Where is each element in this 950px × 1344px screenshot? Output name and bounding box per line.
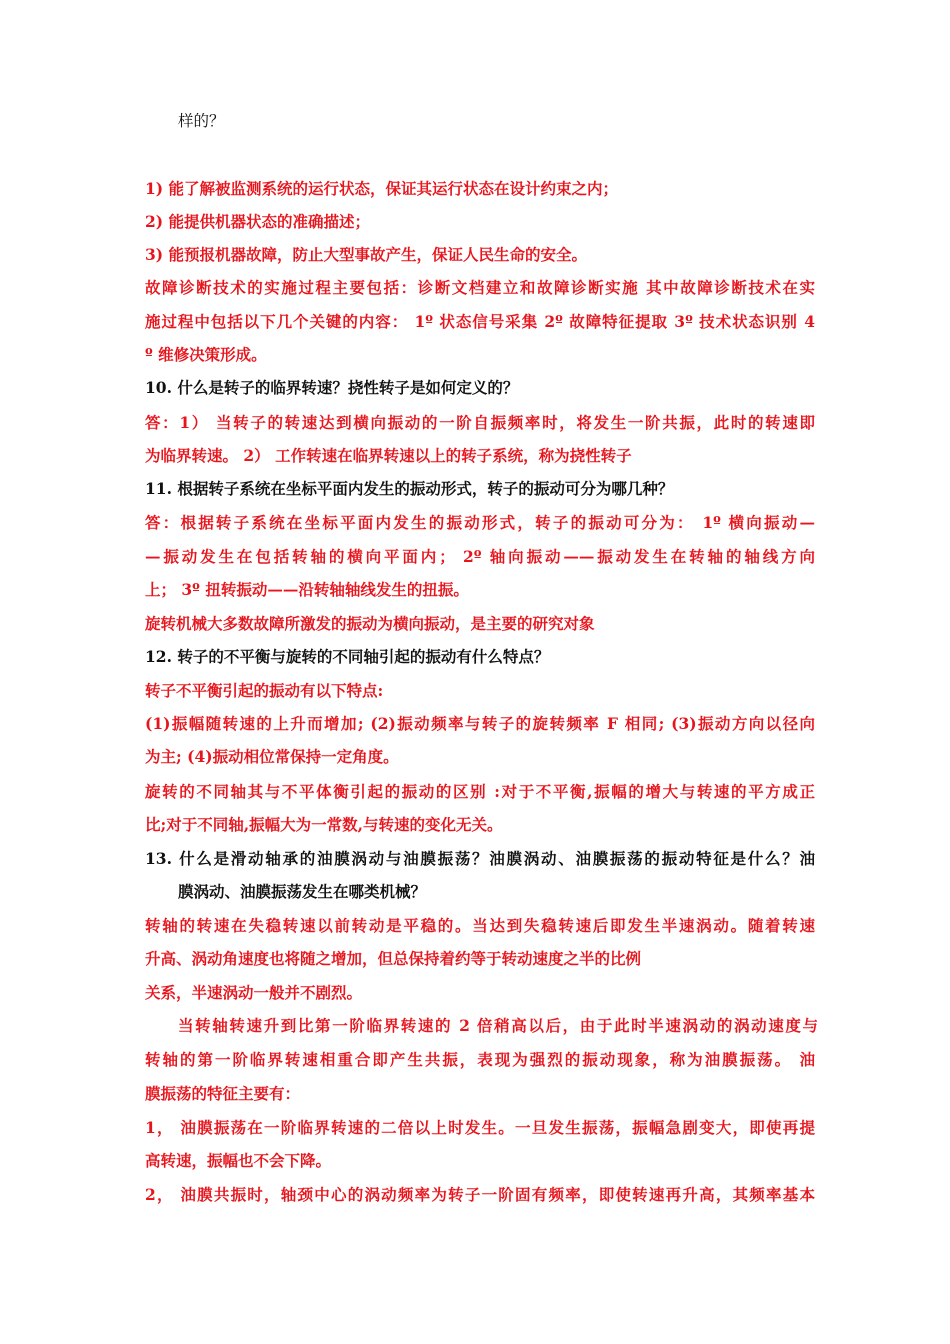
answer-11-line-4: 旋转机械大多数故障所激发的振动为横向振动，是主要的研究对象 <box>145 614 595 633</box>
answer-11-line-1: 答：根据转子系统在坐标平面内发生的振动形式，转子的振动可分为： 1º 横向振动— <box>145 513 815 532</box>
answer-12-line-4: 旋转的不同轴其与不平体衡引起的振动的区别 :对于不平衡,振幅的增大与转速的平方成正 <box>145 782 815 801</box>
question-13-line-2: 膜涡动、油膜振荡发生在哪类机械？ <box>178 882 427 901</box>
answer-13-line-2: 升高、涡动角速度也将随之增加，但总保持着约等于转动速度之半的比例 <box>145 949 642 968</box>
text-line-answer-1: 1) 能了解被监测系统的运行状态，保证其运行状态在设计约束之内； <box>145 179 619 198</box>
answer-12-line-2: (1)振幅随转速的上升而增加; (2)振动频率与转子的旋转频率 F 相同; (3)振动方向以径向 <box>145 714 815 733</box>
answer-13-line-8: 高转速，振幅也不会下降。 <box>145 1151 332 1170</box>
question-10: 10. 什么是转子的临界转速？挠性转子是如何定义的？ <box>145 378 519 397</box>
answer-13-line-4: 当转轴转速升到比第一阶临界转速的 2 倍稍高以后，由于此时半速涡动的涡动速度与 <box>178 1016 818 1035</box>
text-line-answer-3: 3) 能预报机器故障，防止大型事故产生，保证人民生命的安全。 <box>145 245 588 264</box>
question-11: 11. 根据转子系统在坐标平面内发生的振动形式，转子的振动可分为哪几种？ <box>145 479 674 498</box>
answer-10-line-2: 为临界转速。 2） 工作转速在临界转速以上的转子系统，称为挠性转子 <box>145 446 632 465</box>
answer-12-line-3: 为主; (4)振动相位常保持一定角度。 <box>145 747 399 766</box>
answer-13-line-5: 转轴的第一阶临界转速相重合即产生共振，表现为强烈的振动现象，称为油膜振荡。 油 <box>145 1050 815 1069</box>
answer-13-line-6: 膜振荡的特征主要有： <box>145 1084 301 1103</box>
answer-11-line-2: —振动发生在包括转轴的横向平面内； 2º 轴向振动——振动发生在转轴的轴线方向 <box>145 547 815 566</box>
question-12: 12. 转子的不平衡与旋转的不同轴引起的振动有什么特点？ <box>145 647 550 666</box>
text-line-question-continuation: 样的？ <box>178 112 225 130</box>
text-line-diagnosis-steps-end: º 维修决策形成。 <box>145 345 267 364</box>
text-line-diagnosis-steps: 施过程中包括以下几个关键的内容： 1º 状态信号采集 2º 故障特征提取 3º 技术状态识别 4 <box>145 312 815 331</box>
answer-11-line-3: 上； 3º 扭转振动——沿转轴轴线发生的扭振。 <box>145 580 469 599</box>
answer-12-line-5: 比;对于不同轴,振幅大为一常数,与转速的变化无关。 <box>145 815 503 834</box>
answer-13-line-1: 转轴的转速在失稳转速以前转动是平稳的。当达到失稳转速后即发生半速涡动。随着转速 <box>145 916 815 935</box>
answer-13-line-3: 关系，半速涡动一般并不剧烈。 <box>145 983 363 1002</box>
answer-12-line-1: 转子不平衡引起的振动有以下特点: <box>145 681 384 700</box>
question-13-line-1: 13. 什么是滑动轴承的油膜涡动与油膜振荡？油膜涡动、油膜振荡的振动特征是什么？油 <box>145 849 815 868</box>
text-line-answer-2: 2) 能提供机器状态的准确描述； <box>145 212 371 231</box>
answer-10-line-1: 答：1） 当转子的转速达到横向振动的一阶自振频率时，将发生一阶共振，此时的转速即 <box>145 413 815 432</box>
answer-13-line-7: 1， 油膜振荡在一阶临界转速的二倍以上时发生。一旦发生振荡，振幅急剧变大，即使再提 <box>145 1118 815 1137</box>
text-line-diagnosis-process: 故障诊断技术的实施过程主要包括：诊断文档建立和故障诊断实施 其中故障诊断技术在实 <box>145 278 815 297</box>
answer-13-line-9: 2， 油膜共振时，轴颈中心的涡动频率为转子一阶固有频率，即使转速再升高，其频率基本 <box>145 1185 815 1204</box>
